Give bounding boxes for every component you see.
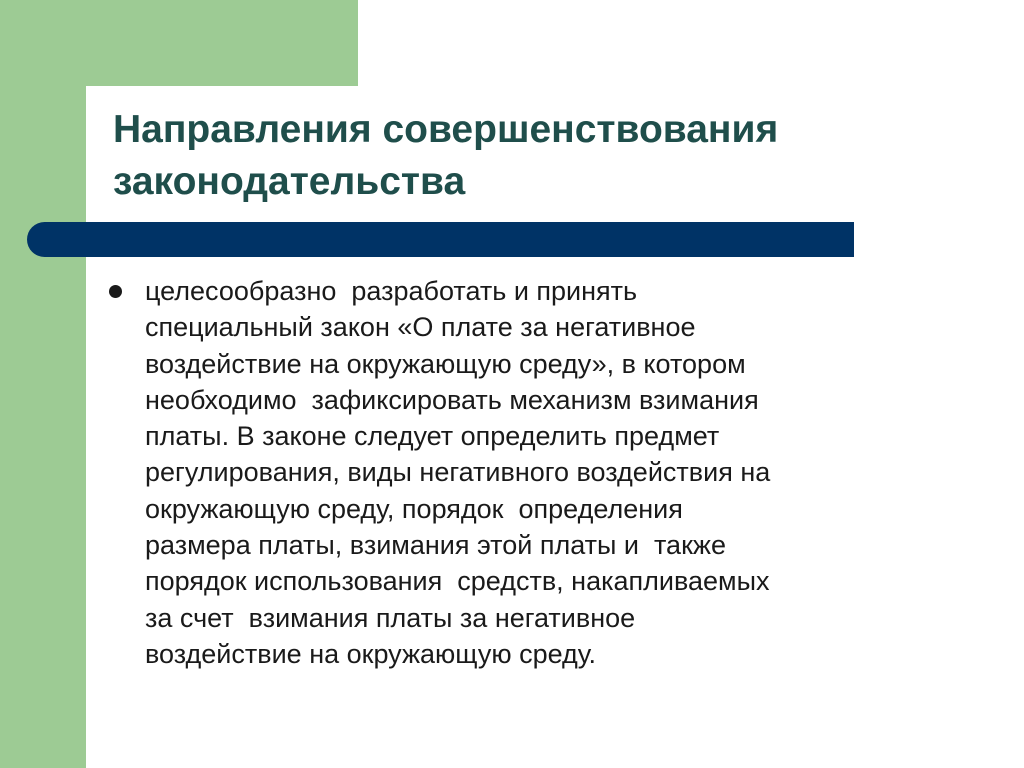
title-line-1: Направления совершенствования — [113, 108, 779, 151]
green-corner-block — [0, 0, 358, 86]
bullet-line: воздействие на окружающую среду. — [145, 638, 597, 669]
bullet-line: размера платы, взимания этой платы и также — [145, 530, 726, 561]
bullet-line: окружающую среду, порядок определения — [145, 493, 683, 524]
title-line-2: законодательства — [113, 160, 466, 203]
bullet-line: за счет взимания платы за негативное — [145, 602, 636, 633]
bullet-text — [145, 273, 945, 672]
slide-title — [113, 104, 933, 208]
bullet-line: специальный закон «О плате за негативное — [145, 312, 696, 343]
green-sidebar — [0, 0, 86, 768]
bullet-dot-icon — [109, 285, 122, 298]
bullet-line: регулирования, виды негативного воздействия на — [145, 457, 771, 488]
bullet-line: порядок использования средств, накапливаемых — [145, 566, 770, 597]
title-underline-bar — [27, 222, 854, 257]
bullet-line: целесообразно разработать и принять — [145, 276, 638, 306]
bullet-line: воздействие на окружающую среду», в котором — [145, 348, 746, 379]
bullet-line: необходимо зафиксировать механизм взимания — [145, 384, 759, 415]
bullet-line: платы. В законе следует определить предмет — [145, 421, 720, 452]
